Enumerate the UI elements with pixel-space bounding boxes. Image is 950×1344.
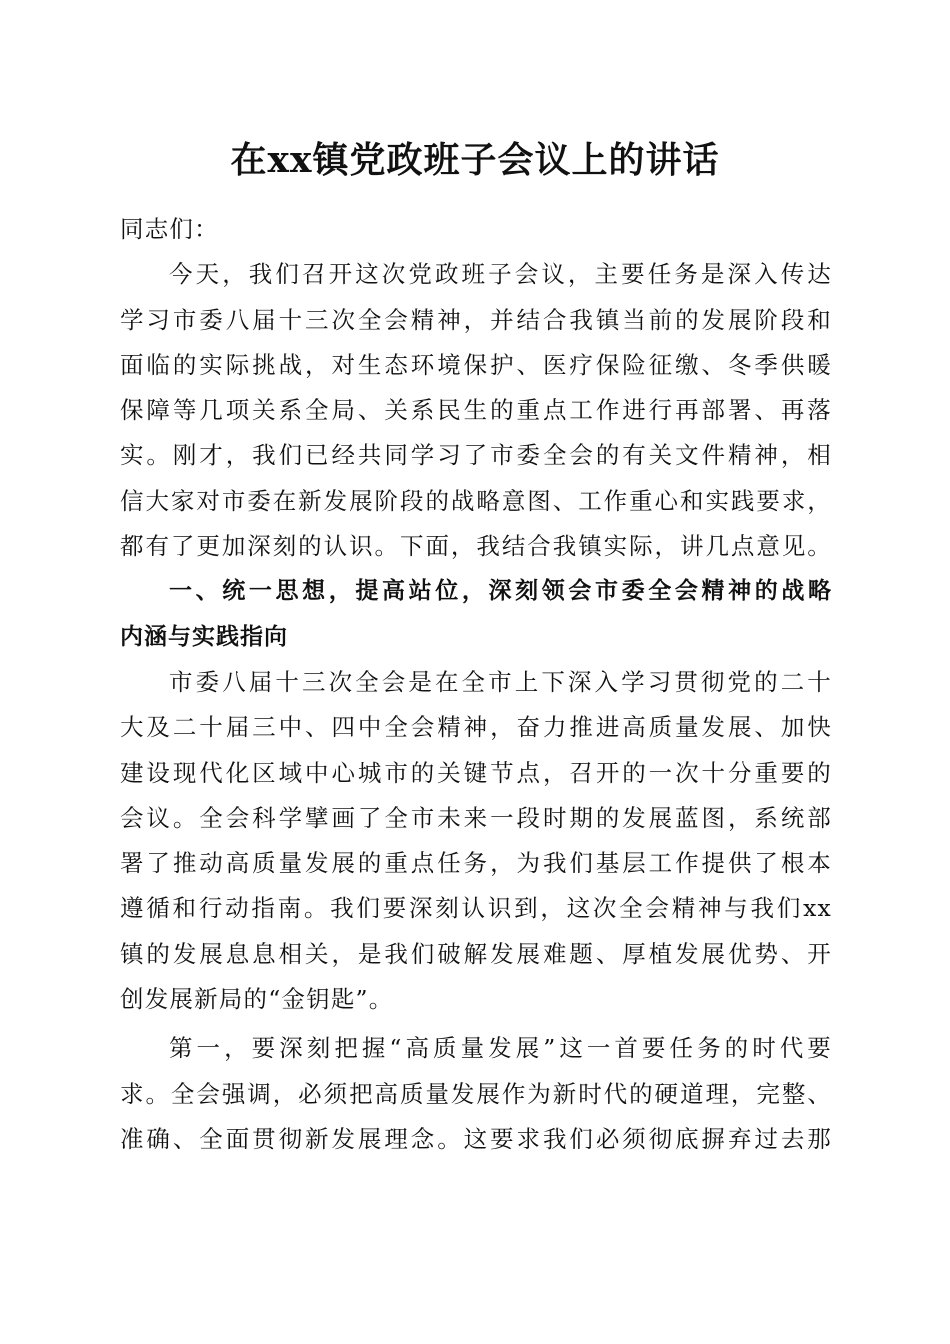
intro-line: 今天，我们召开这次党政班子会议，主要任务是深入传达 — [169, 260, 832, 289]
section1-line: 大及二十届三中、四中全会精神，奋力推进高质量发展、加快 — [120, 713, 832, 742]
intro-line: 都有了更加深刻的认识。下面，我结合我镇实际，讲几点意见。 — [120, 532, 832, 561]
document-body — [120, 207, 832, 1162]
section1-line: 建设现代化区域中心城市的关键节点，召开的一次十分重要的 — [120, 758, 832, 787]
section-heading-line: 内涵与实践指向 — [120, 623, 288, 650]
section1-line: 署了推动高质量发展的重点任务，为我们基层工作提供了根本 — [120, 849, 832, 878]
intro-line: 保障等几项关系全局、关系民生的重点工作进行再部署、再落 — [120, 396, 832, 425]
intro-line: 面临的实际挑战，对生态环境保护、医疗保险征缴、冬季供暖 — [120, 350, 832, 379]
section1-line: 会议。全会科学擘画了全市未来一段时期的发展蓝图，系统部 — [120, 803, 832, 832]
salutation: 同志们： — [120, 215, 219, 243]
intro-line: 实。刚才，我们已经共同学习了市委全会的有关文件精神，相 — [120, 441, 832, 470]
section1-line: 市委八届十三次全会是在全市上下深入学习贯彻党的二十 — [169, 667, 832, 696]
point1-line: 第一，要深刻把握“高质量发展”这一首要任务的时代要 — [169, 1034, 832, 1063]
intro-line: 信大家对市委在新发展阶段的战略意图、工作重心和实践要求， — [120, 486, 832, 515]
point1-line: 求。全会强调，必须把高质量发展作为新时代的硬道理，完整、 — [120, 1079, 832, 1108]
point1-line: 准确、全面贯彻新发展理念。这要求我们必须彻底摒弃过去那 — [120, 1124, 832, 1153]
section-heading-line: 一、统一思想，提高站位，深刻领会市委全会精神的战略 — [169, 578, 832, 605]
section1-line: 镇的发展息息相关，是我们破解发展难题、厚植发展优势、开 — [120, 939, 832, 968]
intro-line: 学习市委八届十三次全会精神，并结合我镇当前的发展阶段和 — [120, 305, 832, 334]
section1-line: 创发展新局的“金钥匙”。 — [120, 985, 394, 1014]
document-title: 在xx镇党政班子会议上的讲话 — [230, 139, 720, 181]
section1-line: 遵循和行动指南。我们要深刻认识到，这次全会精神与我们xx — [120, 894, 832, 923]
